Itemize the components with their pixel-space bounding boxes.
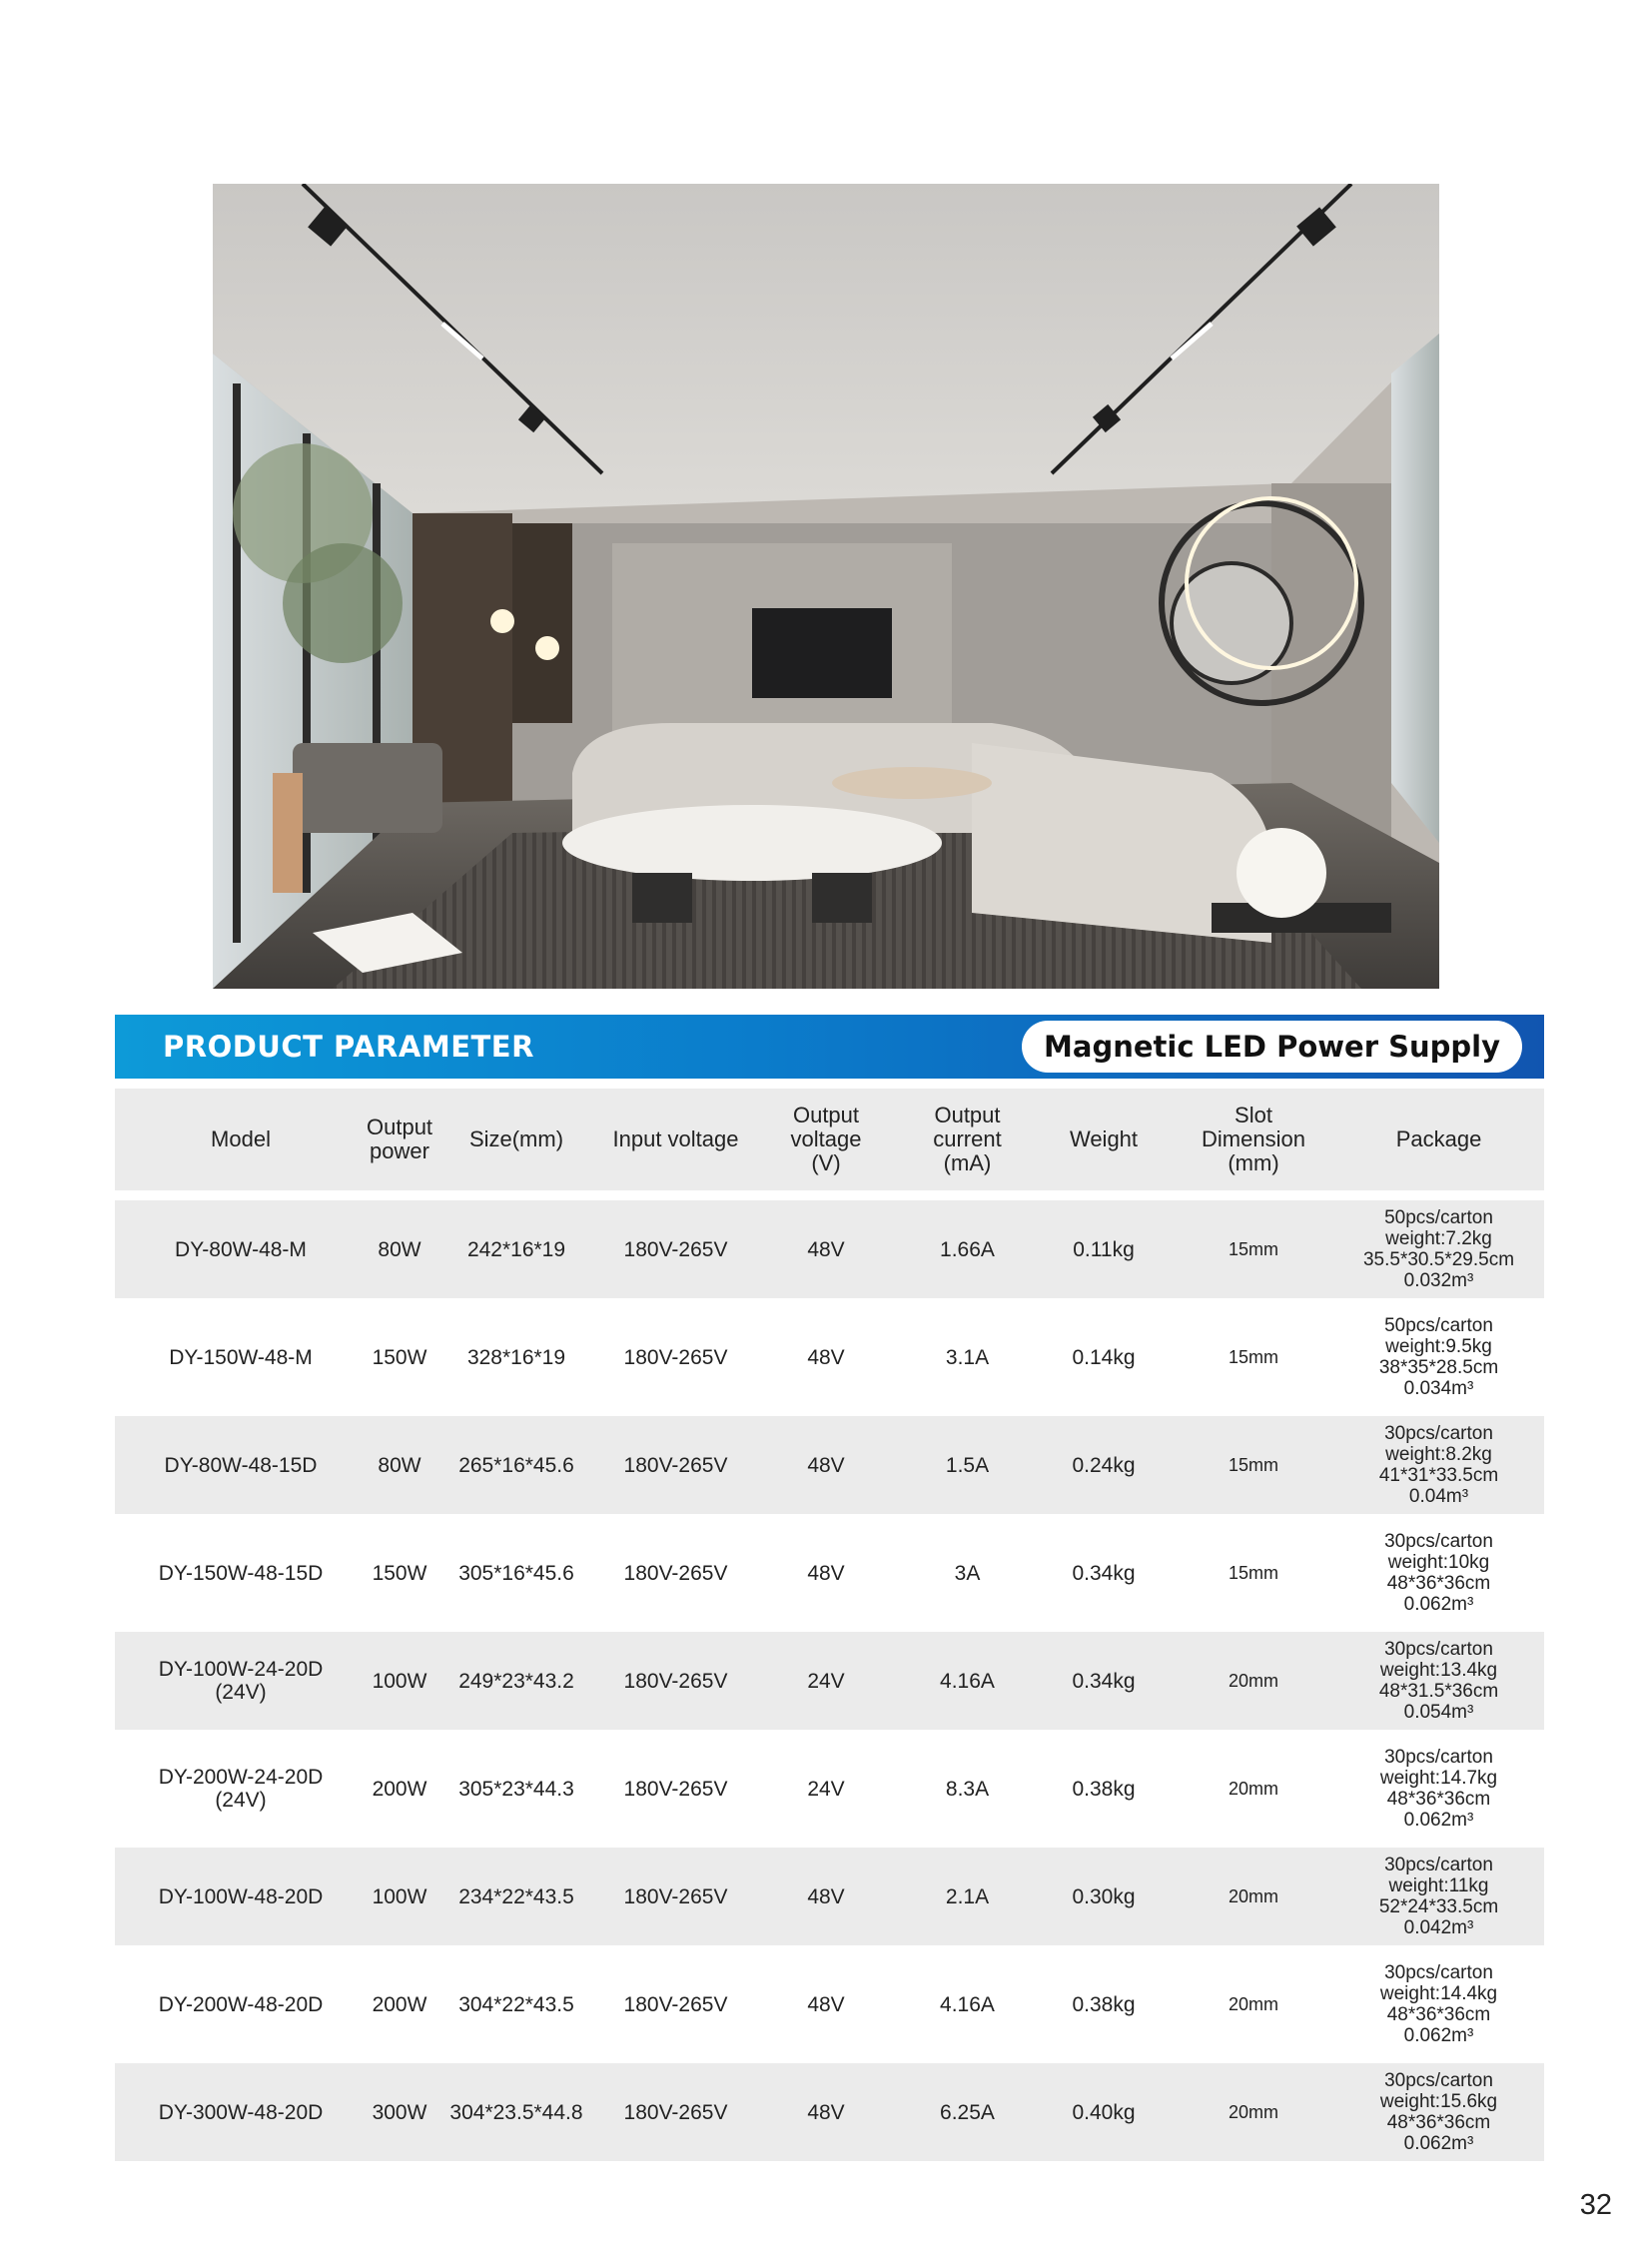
banner-title: PRODUCT PARAMETER	[163, 1030, 534, 1064]
page-number: 32	[1579, 2189, 1612, 2221]
package-cell	[1333, 1848, 1544, 1945]
package-cell-line: 0.054m³	[1403, 1702, 1474, 1723]
header-text-line: Dimension	[1202, 1126, 1305, 1151]
package-cell-line: 48*36*36cm	[1386, 1573, 1491, 1594]
header-text-line: Size(mm)	[468, 1126, 564, 1151]
input-voltage-cell: 180V-265V	[600, 1848, 751, 1945]
table-row	[115, 1848, 1544, 1945]
table-row	[115, 1632, 1544, 1730]
output-power-cell: 100W	[367, 1632, 432, 1730]
model-cell-line: DY-200W-48-20D	[158, 1992, 324, 2016]
input-voltage-cell: 180V-265V	[600, 1308, 751, 1406]
package-cell-line: weight:10kg	[1387, 1552, 1490, 1573]
package-cell-line: 0.034m³	[1403, 1378, 1474, 1399]
output-voltage-cell: 48V	[751, 2063, 901, 2161]
output-power-cell: 150W	[367, 1524, 432, 1622]
input-voltage-cell: 180V-265V	[600, 1416, 751, 1514]
table-header-row	[115, 1089, 1544, 1190]
package-cell	[1333, 1524, 1544, 1622]
input-voltage-cell: 180V-265V	[600, 1955, 751, 2053]
model-cell	[115, 1308, 367, 1406]
model-cell-line: (24V)	[215, 1789, 267, 1812]
header-package	[1333, 1089, 1544, 1190]
size-cell: 304*23.5*44.8	[432, 2063, 600, 2161]
package-cell-line: 0.032m³	[1403, 1270, 1474, 1291]
package-cell	[1333, 1632, 1544, 1730]
model-cell	[115, 1200, 367, 1298]
model-cell-line: DY-300W-48-20D	[158, 2100, 324, 2124]
package-cell-line: weight:15.6kg	[1379, 2091, 1498, 2112]
size-cell: 249*23*43.2	[432, 1632, 600, 1730]
output-current-cell: 1.5A	[901, 1416, 1034, 1514]
header-text-line: (mA)	[943, 1150, 992, 1175]
header-text-line: Package	[1395, 1126, 1482, 1151]
input-voltage-cell: 180V-265V	[600, 1632, 751, 1730]
package-cell	[1333, 1200, 1544, 1298]
output-voltage-cell: 48V	[751, 1200, 901, 1298]
package-cell-line: 41*31*33.5cm	[1378, 1465, 1499, 1486]
package-cell-line: 30pcs/carton	[1384, 1747, 1493, 1768]
package-cell-line: 50pcs/carton	[1384, 1207, 1493, 1228]
package-cell-line: 30pcs/carton	[1384, 1423, 1493, 1444]
output-current-cell: 4.16A	[901, 1632, 1034, 1730]
package-cell-line: weight:8.2kg	[1385, 1444, 1492, 1465]
input-voltage-cell: 180V-265V	[600, 1524, 751, 1622]
model-cell-line: DY-80W-48-15D	[164, 1453, 318, 1477]
header-text-line: current	[933, 1126, 1002, 1151]
output-voltage-cell: 48V	[751, 1955, 901, 2053]
package-cell-line: 0.042m³	[1403, 1917, 1474, 1938]
size-cell: 304*22*43.5	[432, 1955, 600, 2053]
header-text-line: Output	[934, 1103, 1001, 1127]
package-cell-line: 0.062m³	[1403, 2025, 1474, 2046]
slot-dimension-cell: 20mm	[1174, 2063, 1333, 2161]
package-cell-line: 38*35*28.5cm	[1378, 1357, 1499, 1378]
header-text-line: (mm)	[1228, 1150, 1279, 1175]
table-row	[115, 1740, 1544, 1838]
output-voltage-cell: 48V	[751, 1308, 901, 1406]
size-cell: 242*16*19	[432, 1200, 600, 1298]
table-row	[115, 1524, 1544, 1622]
package-cell-line: 0.062m³	[1403, 2133, 1474, 2154]
package-cell-line: weight:9.5kg	[1385, 1336, 1492, 1357]
size-cell: 265*16*45.6	[432, 1416, 600, 1514]
header-size	[432, 1089, 600, 1190]
slot-dimension-cell: 15mm	[1174, 1416, 1333, 1514]
output-voltage-cell: 48V	[751, 1524, 901, 1622]
package-cell-line: 0.04m³	[1408, 1486, 1469, 1507]
package-cell-line: 48*31.5*36cm	[1378, 1681, 1499, 1702]
slot-dimension-cell: 20mm	[1174, 1955, 1333, 2053]
output-current-cell: 1.66A	[901, 1200, 1034, 1298]
input-voltage-cell: 180V-265V	[600, 1200, 751, 1298]
model-cell	[115, 2063, 367, 2161]
size-cell: 305*23*44.3	[432, 1740, 600, 1838]
slot-dimension-cell: 20mm	[1174, 1632, 1333, 1730]
input-voltage-cell: 180V-265V	[600, 2063, 751, 2161]
header-input-voltage	[600, 1089, 751, 1190]
table-row	[115, 1308, 1544, 1406]
header-model	[115, 1089, 367, 1190]
model-cell-line: (24V)	[215, 1681, 267, 1704]
package-cell-line: 48*36*36cm	[1386, 2004, 1491, 2025]
table-row	[115, 1416, 1544, 1514]
size-cell: 328*16*19	[432, 1308, 600, 1406]
model-cell	[115, 1740, 367, 1838]
output-current-cell: 3.1A	[901, 1308, 1034, 1406]
header-slot-dimension	[1174, 1089, 1333, 1190]
package-cell	[1333, 1740, 1544, 1838]
weight-cell: 0.40kg	[1034, 2063, 1174, 2161]
header-text-line: Output	[792, 1103, 860, 1127]
package-cell-line: 0.062m³	[1403, 1594, 1474, 1615]
header-text-line: Output	[367, 1115, 433, 1139]
header-text-line: Slot	[1235, 1103, 1272, 1127]
size-cell: 305*16*45.6	[432, 1524, 600, 1622]
output-voltage-cell: 24V	[751, 1740, 901, 1838]
weight-cell: 0.14kg	[1034, 1308, 1174, 1406]
model-cell	[115, 1955, 367, 2053]
slot-dimension-cell: 15mm	[1174, 1308, 1333, 1406]
weight-cell: 0.24kg	[1034, 1416, 1174, 1514]
output-current-cell: 6.25A	[901, 2063, 1034, 2161]
model-cell-line: DY-100W-48-20D	[158, 1884, 324, 1908]
model-cell	[115, 1416, 367, 1514]
header-text-line: voltage	[790, 1126, 862, 1151]
package-cell-line: 0.062m³	[1403, 1810, 1474, 1831]
output-current-cell: 4.16A	[901, 1955, 1034, 2053]
package-cell-line: 52*24*33.5cm	[1378, 1896, 1499, 1917]
header-text-line: Model	[211, 1126, 271, 1151]
weight-cell: 0.11kg	[1034, 1200, 1174, 1298]
parameter-table	[115, 1079, 1544, 2171]
package-cell-line: 35.5*30.5*29.5cm	[1362, 1249, 1515, 1270]
model-cell-line: DY-150W-48-15D	[158, 1561, 324, 1585]
output-power-cell: 200W	[367, 1740, 432, 1838]
header-output-power	[367, 1089, 432, 1190]
header-text-line: (V)	[811, 1150, 841, 1175]
package-cell-line: weight:14.7kg	[1379, 1768, 1498, 1789]
model-cell	[115, 1524, 367, 1622]
package-cell-line: 30pcs/carton	[1384, 1855, 1493, 1875]
package-cell-line: 30pcs/carton	[1384, 1531, 1493, 1552]
model-cell-line: DY-80W-48-M	[175, 1237, 307, 1261]
living-room-photo	[213, 184, 1439, 989]
output-power-cell: 300W	[367, 2063, 432, 2161]
package-cell	[1333, 1308, 1544, 1406]
table-row	[115, 1955, 1544, 2053]
weight-cell: 0.30kg	[1034, 1848, 1174, 1945]
slot-dimension-cell: 20mm	[1174, 1848, 1333, 1945]
table-row	[115, 1200, 1544, 1298]
output-power-cell: 80W	[367, 1200, 432, 1298]
output-current-cell: 3A	[901, 1524, 1034, 1622]
header-output-voltage	[751, 1089, 901, 1190]
package-cell-line: 30pcs/carton	[1384, 2070, 1493, 2091]
output-power-cell: 100W	[367, 1848, 432, 1945]
model-cell-line: DY-150W-48-M	[169, 1345, 313, 1369]
slot-dimension-cell: 15mm	[1174, 1200, 1333, 1298]
model-cell	[115, 1632, 367, 1730]
slot-dimension-cell: 15mm	[1174, 1524, 1333, 1622]
package-cell-line: weight:7.2kg	[1385, 1228, 1492, 1249]
package-cell-line: 50pcs/carton	[1384, 1315, 1493, 1336]
package-cell-line: 30pcs/carton	[1384, 1962, 1493, 1983]
package-cell-line: 30pcs/carton	[1384, 1639, 1493, 1660]
slot-dimension-cell: 20mm	[1174, 1740, 1333, 1838]
table-body	[115, 1200, 1544, 2161]
output-voltage-cell: 48V	[751, 1416, 901, 1514]
output-current-cell: 8.3A	[901, 1740, 1034, 1838]
output-power-cell: 200W	[367, 1955, 432, 2053]
weight-cell: 0.34kg	[1034, 1524, 1174, 1622]
output-current-cell: 2.1A	[901, 1848, 1034, 1945]
input-voltage-cell: 180V-265V	[600, 1740, 751, 1838]
output-voltage-cell: 24V	[751, 1632, 901, 1730]
product-parameter-banner	[115, 1015, 1544, 1079]
header-output-current	[901, 1089, 1034, 1190]
header-text-line: Weight	[1069, 1126, 1139, 1151]
product-type-label: Magnetic LED Power Supply	[1022, 1021, 1522, 1073]
weight-cell: 0.38kg	[1034, 1740, 1174, 1838]
header-weight	[1034, 1089, 1174, 1190]
output-voltage-cell: 48V	[751, 1848, 901, 1945]
header-text-line: Input voltage	[612, 1126, 739, 1151]
output-power-cell: 80W	[367, 1416, 432, 1514]
package-cell-line: 48*36*36cm	[1386, 1789, 1491, 1810]
model-cell	[115, 1848, 367, 1945]
table-row	[115, 2063, 1544, 2161]
weight-cell: 0.34kg	[1034, 1632, 1174, 1730]
output-power-cell: 150W	[367, 1308, 432, 1406]
header-text-line: power	[370, 1138, 429, 1163]
model-cell-line: DY-200W-24-20D	[158, 1766, 324, 1789]
package-cell-line: weight:13.4kg	[1379, 1660, 1498, 1681]
package-cell	[1333, 1955, 1544, 2053]
package-cell	[1333, 2063, 1544, 2161]
package-cell	[1333, 1416, 1544, 1514]
package-cell-line: weight:14.4kg	[1379, 1983, 1498, 2004]
weight-cell: 0.38kg	[1034, 1955, 1174, 2053]
size-cell: 234*22*43.5	[432, 1848, 600, 1945]
package-cell-line: weight:11kg	[1388, 1875, 1489, 1896]
package-cell-line: 48*36*36cm	[1386, 2112, 1491, 2133]
model-cell-line: DY-100W-24-20D	[158, 1658, 324, 1681]
